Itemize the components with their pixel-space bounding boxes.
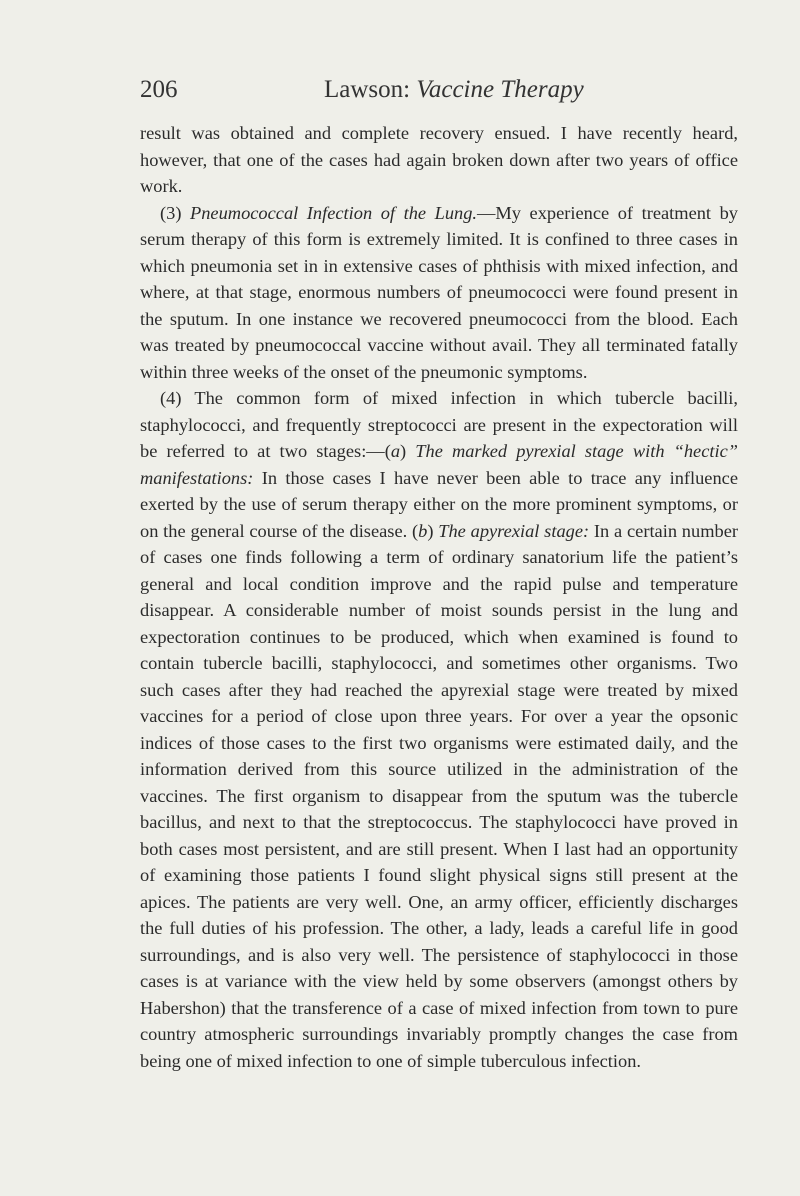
text-run: —My experience of treatment by serum therapy of this form is extremely limited. It is confined to three cases in which pneumonia set in in extensive cases of phthisis with mixed infection, and where, at that stage, enormous numbers of pneumococci were found present in the sputum. In one instance we recovered pneumococci from the blood. Each was treated by pneumococcal vaccine without avail. They all terminated fatally within three weeks of the onset of the pneumonic symptoms.	[140, 202, 738, 382]
text-run: (3)	[160, 202, 190, 223]
italic-run: a	[390, 441, 401, 461]
paragraph-continuation	[140, 120, 738, 200]
running-title	[324, 76, 584, 104]
page-number: 206	[140, 76, 178, 103]
paragraph-mixed-infection	[140, 385, 738, 1074]
text-run: In a certain number of cases one finds following a term of ordinary sanatorium life the patient’s general and local condition improve and the rapid pulse and temperature disappear. A considerable number of moist sounds persist in the lung and expectoration continues to be produced, which when examined is found to contain tubercle bacilli, staphylococci, and sometimes other organisms. Two such cases after they had reached the apyrexial stage were treated by mixed vaccines for a period of close upon three years. For over a year the opsonic indices of those cases to the first two organisms were estimated daily, and the information derived from this source utilized in the administration of the vaccines. The first organism to disappear from the sputum was the tubercle bacillus, and next to that the streptococcus. The staphylococci have proved in both cases most persistent, and are still present. When I last had an opportunity of examining those patients I found slight physical signs still present at the apices. The patients are very well. One, an army officer, efficiently discharges the full duties of his profession. The other, a lady, leads a careful life in good surroundings, and is also very well. The persistence of staphylococci in those cases is at variance with the view held by some observers (amongst others by Habershon) that the transference of a case of mixed infection from town to pure country atmospheric surroundings invariably promptly changes the case from being one of mixed infection to one of simple tuberculous infection.	[140, 520, 738, 1071]
italic-run: Pneumococcal Infection of the Lung.	[190, 202, 478, 223]
running-header	[140, 76, 740, 110]
text-run: In those cases I have never been able to trace any influence exerted by the use of serum therapy either on the more prominent symptoms, or on the general course of the disease. (	[140, 467, 738, 541]
italic-run: The apyrexial stage:	[438, 520, 590, 541]
author-name: Lawson:	[324, 76, 411, 103]
text-run: )	[427, 520, 439, 541]
italic-run: The marked pyrexial stage with “hectic” manifestations:	[140, 441, 738, 488]
text-run: result was obtained and complete recovery ensued. I have recently heard, however, that one of the cases had again broken down after two years of office work.	[140, 123, 738, 196]
book-title: Vaccine Therapy	[416, 76, 584, 103]
italic-run: b	[418, 520, 428, 541]
paragraph-pneumococcal-infection	[140, 200, 738, 386]
text-run: )	[400, 441, 416, 461]
body-text	[140, 120, 738, 1074]
text-run: (4) The common form of mixed infection in which tubercle bacilli, staphylococci, and frequently streptococci are present in the expectoration will be referred to at two stages:—(	[140, 388, 738, 461]
